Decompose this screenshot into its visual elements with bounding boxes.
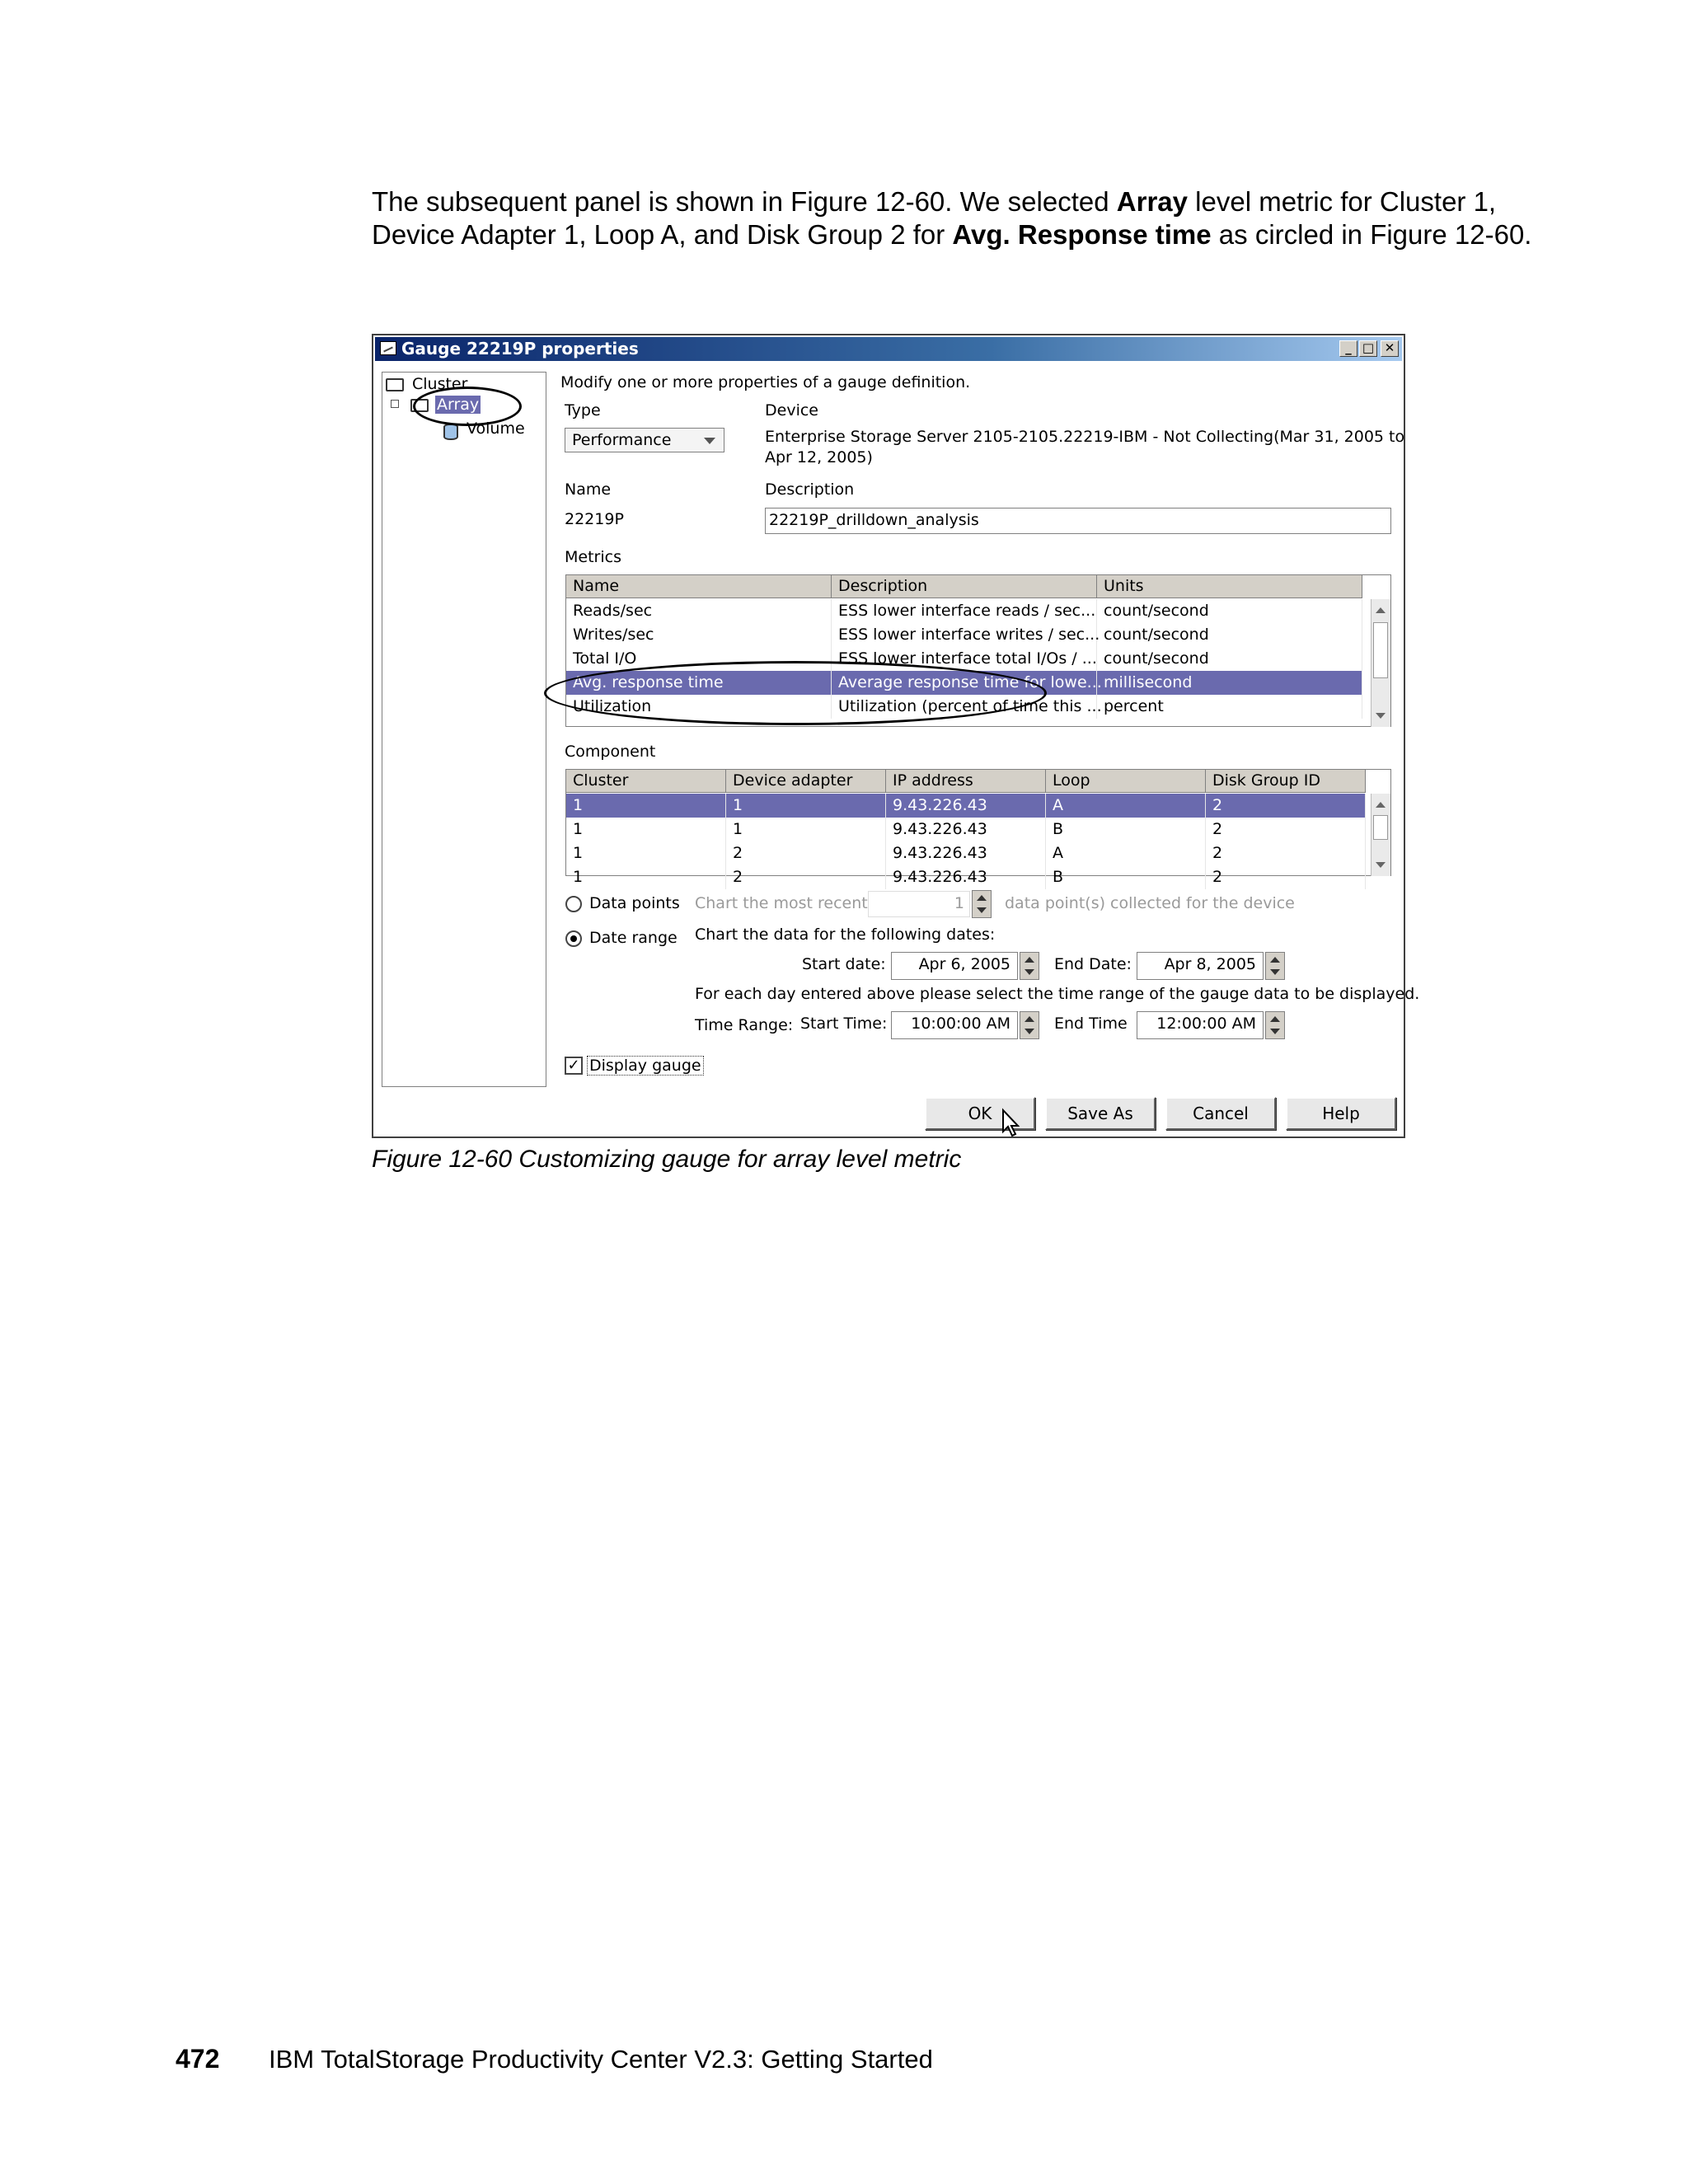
- table-cell: count/second: [1097, 623, 1362, 647]
- table-cell: 1: [726, 794, 886, 818]
- component-table: [565, 769, 1391, 886]
- metrics-col-description[interactable]: Description: [832, 575, 1097, 598]
- table-cell: Avg. response time: [566, 671, 832, 695]
- start-time-label: Start Time:: [800, 1015, 888, 1033]
- table-cell: 2: [1206, 818, 1366, 841]
- table-row[interactable]: [566, 841, 1366, 865]
- start-date-spinner[interactable]: [1020, 952, 1039, 980]
- table-row[interactable]: [566, 647, 1362, 671]
- chevron-down-icon: [704, 438, 715, 444]
- table-cell: ESS lower interface writes / sec...: [832, 623, 1097, 647]
- folder-icon: [410, 399, 429, 412]
- table-cell: count/second: [1097, 599, 1362, 623]
- date-range-label: Date range: [589, 929, 678, 947]
- table-cell: 2: [1206, 865, 1366, 889]
- intro-bold-array: Array: [1116, 186, 1188, 217]
- table-row-selected[interactable]: [566, 794, 1366, 818]
- metrics-scrollbar[interactable]: [1371, 599, 1390, 727]
- intro-text-2: level metric for Cluster 1, Device Adapter 1, Loop A, and Disk Group 2 for: [372, 186, 1497, 250]
- instructions-text: Modify one or more properties of a gauge definition.: [560, 373, 971, 391]
- recent-count-input[interactable]: 1: [868, 891, 970, 917]
- component-col-loop[interactable]: Loop: [1046, 770, 1206, 793]
- component-header: [566, 770, 1366, 793]
- table-cell: 2: [1206, 794, 1366, 818]
- maximize-button[interactable]: □: [1359, 340, 1377, 357]
- metrics-label: Metrics: [565, 548, 621, 566]
- table-cell: Writes/sec: [566, 623, 832, 647]
- table-cell: A: [1046, 794, 1206, 818]
- table-cell: 9.43.226.43: [886, 818, 1046, 841]
- table-cell: 9.43.226.43: [886, 841, 1046, 865]
- table-cell: 9.43.226.43: [886, 794, 1046, 818]
- start-time-spinner[interactable]: [1020, 1011, 1039, 1039]
- component-col-cluster[interactable]: Cluster: [566, 770, 726, 793]
- scroll-up-icon[interactable]: [1376, 607, 1386, 613]
- component-label: Component: [565, 743, 656, 761]
- table-cell: Utilization (percent of time this ...: [832, 695, 1097, 719]
- each-day-text: For each day entered above please select the time range of the gauge data to be displayed.: [695, 985, 1420, 1003]
- intro-paragraph: [372, 185, 1542, 251]
- end-date-spinner[interactable]: [1265, 952, 1285, 980]
- intro-bold-response: Avg. Response time: [952, 219, 1212, 250]
- dialog-title: Gauge 22219P properties: [401, 339, 639, 359]
- tree-item-volume[interactable]: Volume: [467, 419, 525, 438]
- table-cell: Reads/sec: [566, 599, 832, 623]
- table-cell: A: [1046, 841, 1206, 865]
- table-row[interactable]: [566, 599, 1362, 623]
- data-points-label: Data points: [589, 894, 680, 912]
- table-cell: ESS lower interface total I/Os / ...: [832, 647, 1097, 671]
- component-col-ip-address[interactable]: IP address: [886, 770, 1046, 793]
- help-button[interactable]: Help: [1286, 1097, 1396, 1130]
- volume-icon: [443, 424, 458, 440]
- table-row-selected[interactable]: [566, 671, 1362, 695]
- end-time-spinner[interactable]: [1265, 1011, 1285, 1039]
- folder-icon: [386, 378, 404, 391]
- table-row[interactable]: [566, 623, 1362, 647]
- description-input[interactable]: 22219P_drilldown_analysis: [765, 508, 1391, 534]
- table-cell: 2: [726, 841, 886, 865]
- metrics-table: [565, 574, 1391, 727]
- recent-count-spinner[interactable]: [972, 890, 992, 918]
- start-time-input[interactable]: 10:00:00 AM: [891, 1011, 1018, 1039]
- metrics-col-units[interactable]: Units: [1097, 575, 1362, 598]
- chart-dates-label: Chart the data for the following dates:: [695, 926, 996, 944]
- table-cell: Average response time for lowe...: [832, 671, 1097, 695]
- book-title: IBM TotalStorage Productivity Center V2.3: Getting Started: [269, 2045, 933, 2074]
- mouse-cursor-icon: [1001, 1108, 1021, 1138]
- name-value: 22219P: [565, 510, 624, 528]
- display-gauge-label[interactable]: Display gauge: [587, 1056, 704, 1076]
- end-time-input[interactable]: 12:00:00 AM: [1137, 1011, 1264, 1039]
- tree-item-cluster[interactable]: Cluster: [412, 375, 468, 393]
- table-row[interactable]: [566, 865, 1366, 889]
- table-cell: millisecond: [1097, 671, 1362, 695]
- name-label: Name: [565, 480, 612, 499]
- close-button[interactable]: ✕: [1381, 340, 1399, 357]
- table-cell: ESS lower interface reads / sec...: [832, 599, 1097, 623]
- device-value-line1: Enterprise Storage Server 2105-2105.22219-IBM - Not Collecting(Mar 31, 2005 to: [765, 428, 1405, 446]
- start-date-input[interactable]: Apr 6, 2005: [891, 952, 1018, 980]
- minimize-button[interactable]: _: [1339, 340, 1357, 357]
- tree-item-array[interactable]: Array: [437, 396, 480, 414]
- type-value: Performance: [572, 431, 672, 449]
- table-cell: 1: [726, 818, 886, 841]
- page-number: 472: [176, 2044, 220, 2074]
- scroll-thumb[interactable]: [1373, 622, 1388, 678]
- scroll-down-icon[interactable]: [1376, 713, 1386, 719]
- start-date-label: Start date:: [802, 955, 886, 973]
- table-cell: count/second: [1097, 647, 1362, 671]
- display-gauge-checkbox[interactable]: ✓: [565, 1057, 583, 1075]
- cancel-button[interactable]: Cancel: [1165, 1097, 1276, 1130]
- end-time-label: End Time: [1054, 1015, 1128, 1033]
- device-label: Device: [765, 401, 818, 419]
- date-range-radio[interactable]: [565, 930, 582, 947]
- scroll-up-icon[interactable]: [1376, 802, 1386, 808]
- intro-text-1: The subsequent panel is shown in Figure 12-60. We selected: [372, 186, 1117, 217]
- table-cell: 2: [726, 865, 886, 889]
- gauge-properties-dialog: [372, 334, 1420, 1138]
- table-cell: 2: [1206, 841, 1366, 865]
- scroll-thumb[interactable]: [1373, 815, 1388, 840]
- table-cell: 1: [566, 865, 726, 889]
- expand-icon[interactable]: [391, 400, 399, 408]
- table-cell: 1: [566, 841, 726, 865]
- figure-caption: Figure 12-60 Customizing gauge for array level metric: [372, 1146, 962, 1173]
- table-cell: 1: [566, 818, 726, 841]
- type-label: Type: [565, 401, 601, 419]
- scroll-down-icon[interactable]: [1376, 862, 1386, 868]
- save-as-button[interactable]: Save As: [1045, 1097, 1156, 1130]
- table-cell: Total I/O: [566, 647, 832, 671]
- table-cell: 1: [566, 794, 726, 818]
- table-row[interactable]: [566, 695, 1362, 719]
- component-col-device-adapter[interactable]: Device adapter: [726, 770, 886, 793]
- description-label: Description: [765, 480, 855, 499]
- chart-recent-label: Chart the most recent: [695, 894, 868, 912]
- end-date-input[interactable]: Apr 8, 2005: [1137, 952, 1264, 980]
- type-dropdown[interactable]: [565, 428, 724, 452]
- data-points-radio[interactable]: [565, 896, 582, 912]
- table-cell: B: [1046, 818, 1206, 841]
- component-tree: [382, 372, 546, 1087]
- intro-text-3: as circled in Figure 12-60.: [1211, 219, 1532, 250]
- time-range-label: Time Range:: [695, 1016, 794, 1034]
- table-cell: Utilization: [566, 695, 832, 719]
- component-col-disk-group[interactable]: Disk Group ID: [1206, 770, 1366, 793]
- title-bar[interactable]: [375, 337, 1402, 361]
- table-cell: 9.43.226.43: [886, 865, 1046, 889]
- ok-button[interactable]: OK: [925, 1097, 1035, 1130]
- table-cell: percent: [1097, 695, 1362, 719]
- device-value-line2: Apr 12, 2005): [765, 448, 873, 466]
- component-scrollbar[interactable]: [1371, 794, 1390, 876]
- table-row[interactable]: [566, 818, 1366, 841]
- gauge-icon: [380, 341, 396, 355]
- table-cell: B: [1046, 865, 1206, 889]
- metrics-col-name[interactable]: Name: [566, 575, 832, 598]
- data-points-suffix: data point(s) collected for the device: [1005, 894, 1295, 912]
- end-date-label: End Date:: [1054, 955, 1132, 973]
- metrics-header: [566, 575, 1362, 598]
